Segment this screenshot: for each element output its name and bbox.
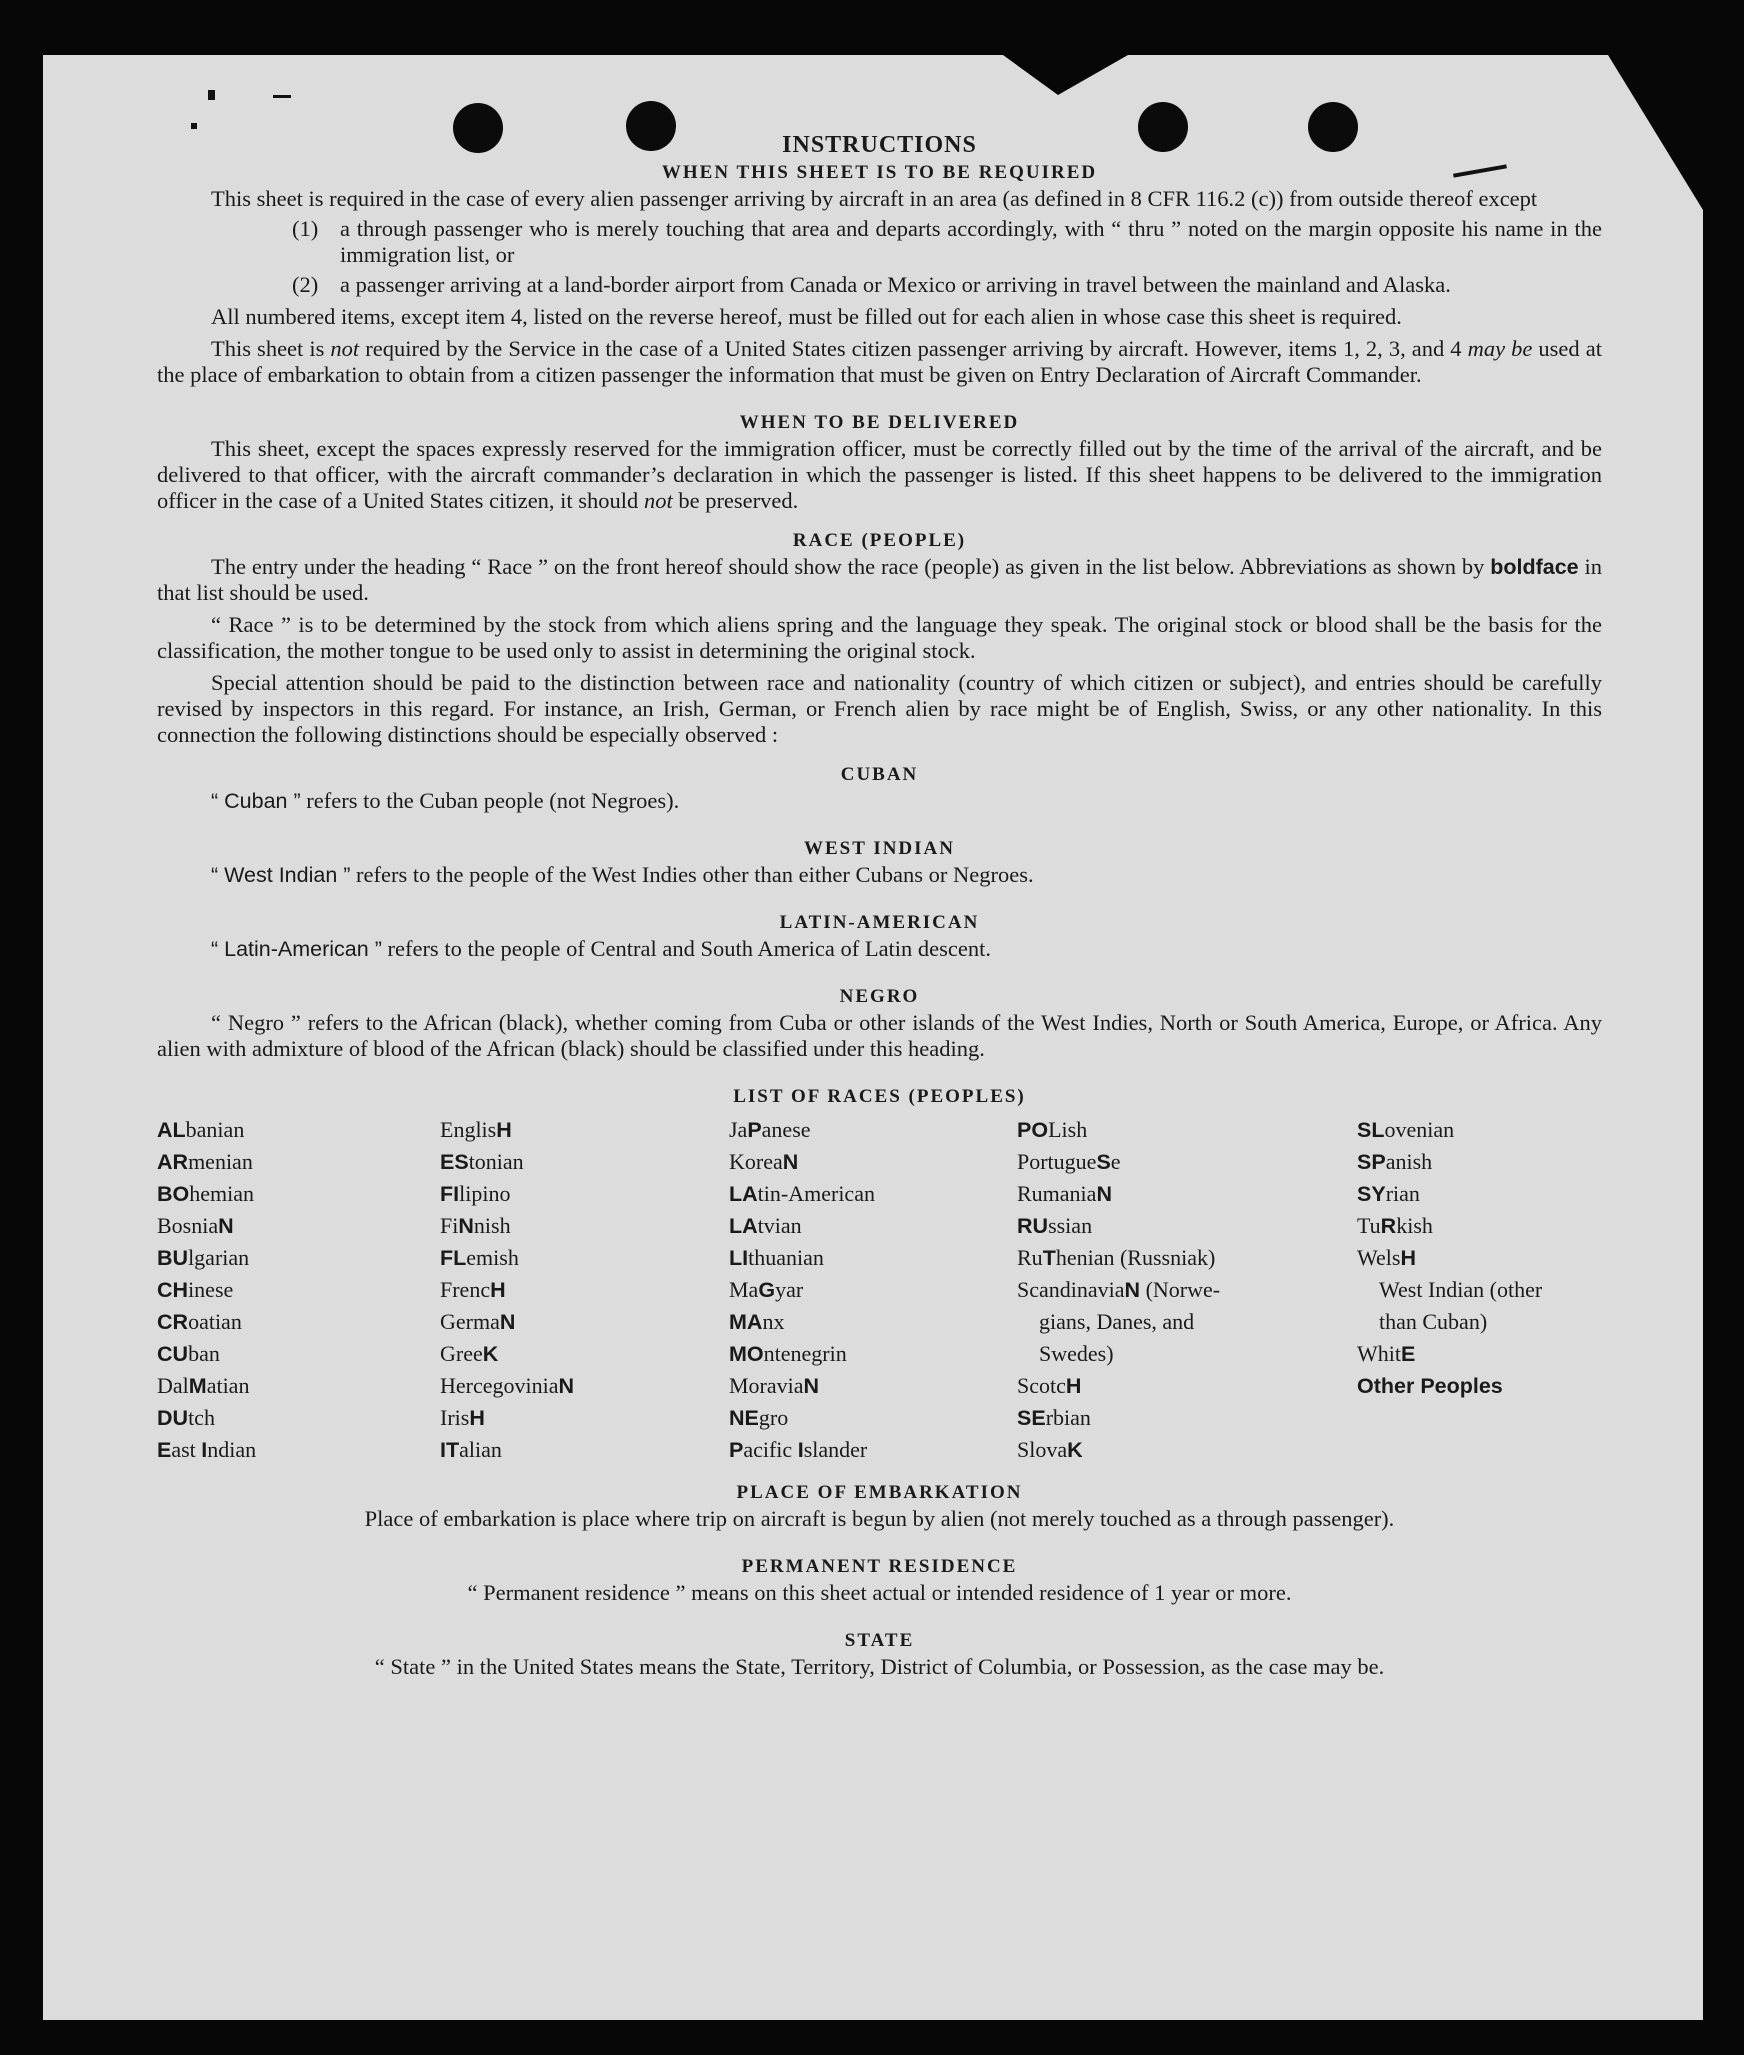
paragraph: “ Race ” is to be determined by the stock from which aliens spring and the language they speak. The original stock or blood shall be the basis for the classification, the mother tongue to be used only to assist in determining the original stock. <box>157 612 1602 663</box>
race-entry: RuThenian (Russniak) <box>1017 1245 1216 1270</box>
section-heading: PLACE OF EMBARKATION <box>736 1482 1023 1503</box>
section-heading: WHEN THIS SHEET IS TO BE REQUIRED <box>661 162 1098 183</box>
race-entry: JaPanese <box>729 1117 811 1142</box>
section-heading: PERMANENT RESIDENCE <box>741 1556 1018 1577</box>
race-entry: PortugueSe <box>1017 1149 1121 1174</box>
item-text: a passenger arriving at a land-border airport from Canada or Mexico or arriving in travel between the mainland and Alaska. <box>340 272 1451 297</box>
race-list <box>157 1114 1602 1466</box>
section-heading: WEST INDIAN <box>804 838 955 859</box>
race-entry: East Indian <box>157 1437 257 1462</box>
race-entry: Pacific Islander <box>729 1437 868 1462</box>
race-entry: NEgro <box>729 1405 789 1430</box>
paragraph: “ Latin-American ” refers to the people of Central and South America of Latin descent. <box>211 936 992 961</box>
paragraph: “ Cuban ” refers to the Cuban people (not Negroes). <box>211 788 680 813</box>
race-entry: KoreaN <box>729 1149 799 1174</box>
paragraph: All numbered items, except item 4, listed on the reverse hereof, must be filled out for each alien in whose case this sheet is required. <box>211 304 1402 329</box>
page-title: INSTRUCTIONS <box>782 132 977 158</box>
race-entry: TuRkish <box>1357 1213 1433 1238</box>
race-entry: West Indian (other <box>1379 1277 1543 1302</box>
race-entry: DalMatian <box>157 1373 250 1398</box>
paragraph: This sheet, except the spaces expressly reserved for the immigration officer, must be correctly filled out by the time of the arrival of the aircraft, and be delivered to that officer, with the aircraft commander’s declaration in which the passenger is listed. If this sheet happens to be delivered to the immigration officer in the case of a United States citizen, it should not be preserved. <box>157 436 1602 513</box>
race-entry: GermaN <box>440 1309 516 1334</box>
list-item <box>292 216 1602 268</box>
race-column <box>440 1114 729 1466</box>
race-column <box>157 1114 440 1466</box>
race-entry: ALbanian <box>157 1117 245 1142</box>
race-entry: GreeK <box>440 1341 499 1366</box>
race-entry: ARmenian <box>157 1149 253 1174</box>
race-entry: MoraviaN <box>729 1373 820 1398</box>
race-entry: LAtvian <box>729 1213 802 1238</box>
race-entry: SYrian <box>1357 1181 1420 1206</box>
ink-speck <box>208 90 215 100</box>
item-number: (2) <box>292 272 319 297</box>
section-heading: CUBAN <box>840 764 919 785</box>
paragraph: The entry under the heading “ Race ” on the front hereof should show the race (people) as given in the list below. Abbreviations as shown by boldface in that list should be used. <box>157 554 1602 605</box>
race-entry: IrisH <box>440 1405 485 1430</box>
section-heading: LATIN-AMERICAN <box>779 912 980 933</box>
race-entry: CUban <box>157 1341 220 1366</box>
paragraph: “ Negro ” refers to the African (black), whether coming from Cuba or other islands of the West Indies, North or South America, Europe, or Africa. Any alien with admixture of blood of the African (black) should be classified under this heading. <box>157 1010 1602 1061</box>
race-entry: SLovenian <box>1357 1117 1455 1142</box>
race-entry: SErbian <box>1017 1405 1091 1430</box>
race-entry: CRoatian <box>157 1309 242 1334</box>
race-entry: ITalian <box>440 1437 502 1462</box>
race-entry: SPanish <box>1357 1149 1433 1174</box>
race-entry: RumaniaN <box>1017 1181 1112 1206</box>
section-heading: STATE <box>844 1630 915 1651</box>
race-entry: EStonian <box>440 1149 524 1174</box>
race-entry: FLemish <box>440 1245 519 1270</box>
race-entry: Swedes) <box>1039 1341 1114 1366</box>
race-entry: MOntenegrin <box>729 1341 847 1366</box>
item-text: a through passenger who is merely touching that area and departs accordingly, with “ thru ” noted on the margin opposite his name in the immigration list, or <box>340 216 1602 267</box>
race-entry: FIlipino <box>440 1181 511 1206</box>
instructions-body <box>157 132 1602 1680</box>
race-column <box>1017 1114 1357 1466</box>
race-entry: RUssian <box>1017 1213 1093 1238</box>
race-entry: SlovaK <box>1017 1437 1083 1462</box>
race-entry: POLish <box>1017 1117 1088 1142</box>
race-column <box>1357 1114 1602 1466</box>
section-heading: WHEN TO BE DELIVERED <box>739 412 1020 433</box>
section-heading: NEGRO <box>839 986 920 1007</box>
paragraph: “ State ” in the United States means the State, Territory, District of Columbia, or Possession, as the case may be. <box>374 1654 1385 1679</box>
item-number: (1) <box>292 216 319 241</box>
ink-speck <box>273 95 291 98</box>
race-entry: WhitE <box>1357 1341 1416 1366</box>
paragraph: Special attention should be paid to the distinction between race and nationality (country of which citizen or subject), and entries should be carefully revised by inspectors in this regard. For instance, an Irish, German, or French alien by race might be of English, Swiss, or any other nationality. In this connection the following distinctions should be especially observed : <box>157 670 1602 747</box>
race-entry: gians, Danes, and <box>1039 1309 1195 1334</box>
race-entry: BosniaN <box>157 1213 234 1238</box>
race-column <box>729 1114 1017 1466</box>
paragraph: This sheet is not required by the Service in the case of a United States citizen passenger arriving by aircraft. However, items 1, 2, 3, and 4 may be used at the place of embarkation to obtain from a citizen passenger the information that must be given on Entry Declaration of Aircraft Commander. <box>157 336 1602 387</box>
paragraph: Place of embarkation is place where trip on aircraft is begun by alien (not merely touched as a through passenger). <box>364 1506 1395 1531</box>
race-entry: BUlgarian <box>157 1245 250 1270</box>
paragraph: “ West Indian ” refers to the people of the West Indies other than either Cubans or Negroes. <box>211 862 1034 887</box>
race-entry: ScotcH <box>1017 1373 1082 1398</box>
race-entry: WelsH <box>1357 1245 1416 1270</box>
race-entry: CHinese <box>157 1277 234 1302</box>
race-entry: FiNnish <box>440 1213 511 1238</box>
paragraph: This sheet is required in the case of every alien passenger arriving by aircraft in an area (as defined in 8 CFR 116.2 (c)) from outside thereof except <box>211 186 1538 211</box>
race-entry: MAnx <box>729 1309 785 1334</box>
section-heading: LIST OF RACES (PEOPLES) <box>733 1086 1026 1107</box>
list-item <box>292 272 1602 298</box>
ink-speck <box>191 123 197 129</box>
race-entry: LAtin-American <box>729 1181 875 1206</box>
race-entry: MaGyar <box>729 1277 804 1302</box>
race-entry: ScandinaviaN (Norwe- <box>1017 1277 1221 1302</box>
race-entry: EnglisH <box>440 1117 512 1142</box>
race-entry: BOhemian <box>157 1181 255 1206</box>
race-entry: LIthuanian <box>729 1245 824 1270</box>
race-entry: than Cuban) <box>1379 1309 1488 1334</box>
race-entry: Other Peoples <box>1357 1374 1503 1398</box>
race-entry: DUtch <box>157 1405 215 1430</box>
race-entry: FrencH <box>440 1277 506 1302</box>
race-entry: HercegoviniaN <box>440 1373 575 1398</box>
section-heading: RACE (PEOPLE) <box>792 530 967 551</box>
paragraph: “ Permanent residence ” means on this sheet actual or intended residence of 1 year or more. <box>467 1580 1292 1605</box>
